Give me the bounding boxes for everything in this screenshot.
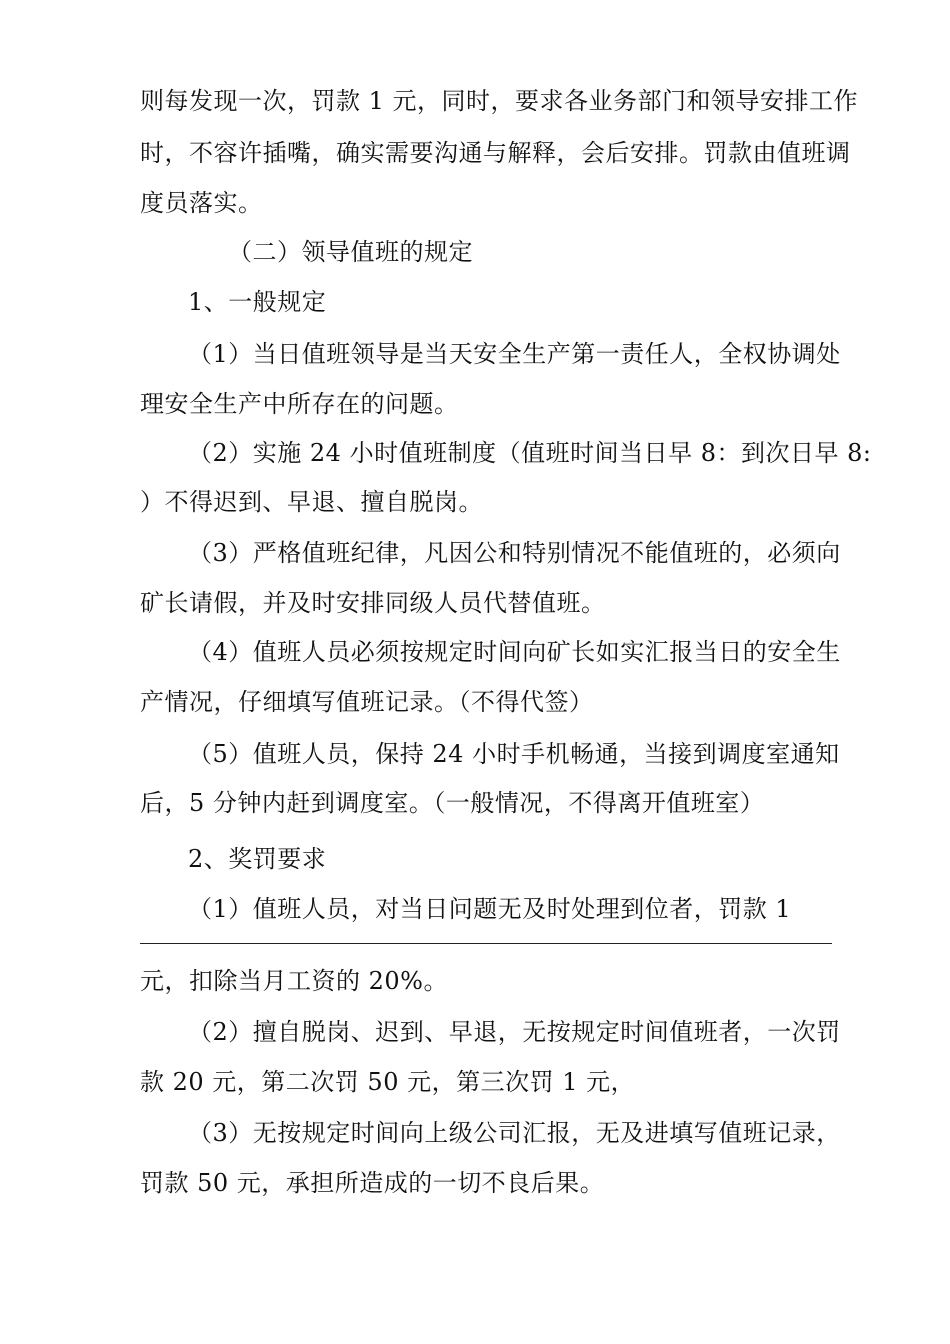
paragraph-line: 理安全生产中所存在的问题。 (140, 390, 459, 418)
section-heading: （二）领导值班的规定 (228, 238, 473, 266)
paragraph-line: 罚款 50 元，承担所造成的一切不良后果。 (140, 1169, 605, 1197)
paragraph-line: 款 20 元，第二次罚 50 元，第三次罚 1 元， (140, 1068, 636, 1096)
subsection-heading: 2、奖罚要求 (188, 845, 327, 873)
paragraph-line: （1）当日值班领导是当天安全生产第一责任人，全权协调处 (188, 340, 841, 368)
paragraph-line: 度员落实。 (140, 189, 263, 217)
paragraph-line: （3）严格值班纪律，凡因公和特别情况不能值班的，必须向 (188, 539, 841, 567)
paragraph-line: （2）擅自脱岗、迟到、早退，无按规定时间值班者，一次罚 (188, 1018, 841, 1046)
paragraph-line: 则每发现一次，罚款 1 元，同时，要求各业务部门和领导安排工作 (140, 87, 859, 115)
paragraph-line: （5）值班人员，保持 24 小时手机畅通，当接到调度室通知 (188, 740, 840, 768)
paragraph-line: 产情况，仔细填写值班记录。（不得代签） (140, 688, 594, 716)
page-divider (140, 943, 832, 944)
subsection-heading: 1、一般规定 (188, 288, 327, 316)
paragraph-line: ）不得迟到、早退、擅自脱岗。 (140, 488, 483, 516)
paragraph-line: （4）值班人员必须按规定时间向矿长如实汇报当日的安全生 (188, 638, 841, 666)
paragraph-line: 时，不容许插嘴，确实需要沟通与解释，会后安排。罚款由值班调 (140, 139, 851, 167)
paragraph-line: （1）值班人员，对当日问题无及时处理到位者，罚款 1 (188, 895, 792, 923)
paragraph-line: 后，5 分钟内赶到调度室。（一般情况，不得离开值班室） (140, 789, 765, 817)
paragraph-line: 元，扣除当月工资的 20%。 (140, 967, 448, 995)
paragraph-line: 矿长请假，并及时安排同级人员代替值班。 (140, 589, 606, 617)
paragraph-line: （3）无按规定时间向上级公司汇报，无及进填写值班记录， (188, 1119, 841, 1147)
paragraph-line: （2）实施 24 小时值班制度（值班时间当日早 8：到次日早 8: (188, 439, 872, 467)
